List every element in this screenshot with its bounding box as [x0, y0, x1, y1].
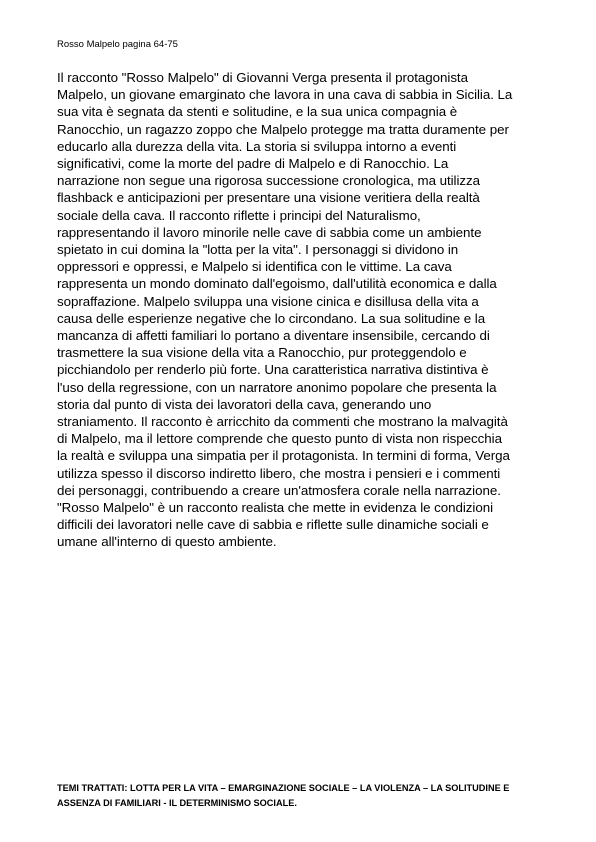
paragraph-line: l'uso della regressione, con un narratore anonimo popolare che presenta la	[57, 379, 497, 395]
paragraph-line: picchiandolo per renderlo più forte. Una caratteristica narrativa distintiva è	[57, 362, 489, 378]
themes-footer	[57, 781, 547, 810]
paragraph-line: mancanza di affetti familiari lo portano a diventare insensibile, cercando di	[57, 328, 490, 344]
paragraph-line: sopraffazione. Malpelo sviluppa una visione cinica e disillusa della vita a	[57, 293, 479, 309]
paragraph-line: oppressori e oppressi, e Malpelo si identifica con le vittime. La cava	[57, 259, 452, 275]
paragraph-line: trasmettere la sua visione della vita a Ranocchio, pur proteggendolo e	[57, 345, 467, 361]
paragraph-line: Ranocchio, un ragazzo zoppo che Malpelo protegge ma tratta duramente per	[57, 121, 509, 137]
paragraph-line: rappresentando il lavoro minorile nelle cave di sabbia come un ambiente	[57, 224, 482, 240]
paragraph-line: storia dal punto di vista dei lavoratori della cava, generando uno	[57, 396, 432, 412]
footer-line: ASSENZA DI FAMILIARI - IL DETERMINISMO SOCIALE.	[57, 797, 297, 808]
paragraph-line: sua vita è segnata da stenti e solitudine, e la sua unica compagnia è	[57, 104, 458, 120]
paragraph-line: straniamento. Il racconto è arricchito da commenti che mostrano la malvagità	[57, 414, 508, 430]
paragraph-line: Il racconto "Rosso Malpelo" di Giovanni Verga presenta il protagonista	[57, 70, 468, 85]
paragraph-line: sociale della cava. Il racconto riflette i principi del Naturalismo,	[57, 207, 421, 223]
paragraph-line: narrazione non segue una rigorosa successione cronologica, ma utilizza	[57, 173, 481, 189]
paragraph-line: difficili dei lavoratori nelle cave di sabbia e riflette sulle dinamiche sociali e	[57, 517, 489, 533]
paragraph-line: spietato in cui domina la "lotta per la vita". I personaggi si dividono in	[57, 242, 459, 258]
paragraph-line: Malpelo, un giovane emarginato che lavora in una cava di sabbia in Sicilia. La	[57, 87, 513, 103]
paragraph-line: educarlo alla durezza della vita. La storia si sviluppa intorno a eventi	[57, 138, 457, 154]
paragraph-line: flashback e anticipazioni per presentare una visione veritiera della realtà	[57, 190, 480, 206]
page-header: Rosso Malpelo pagina 64-75	[57, 39, 178, 50]
paragraph-line: rappresenta un mondo dominato dall'egoismo, dall'utilità economica e dalla	[57, 276, 497, 292]
paragraph-line: utilizza spesso il discorso indiretto libero, che mostra i pensieri e i commenti	[57, 465, 501, 481]
paragraph-line: dei personaggi, contribuendo a creare un'atmosfera corale nella narrazione.	[57, 482, 501, 498]
paragraph-line: "Rosso Malpelo" è un racconto realista che mette in evidenza le condizioni	[57, 500, 493, 516]
footer-line: TEMI TRATTATI: LOTTA PER LA VITA – EMARGINAZIONE SOCIALE – LA VIOLENZA – LA SOLITUDINE E	[57, 783, 510, 793]
paragraph-line: significativi, come la morte del padre di Malpelo e di Ranocchio. La	[57, 156, 449, 172]
paragraph-line: umane all'interno di questo ambiente.	[57, 534, 277, 550]
body-paragraph	[57, 69, 547, 551]
paragraph-line: la realtà e sviluppa una simpatia per il protagonista. In termini di forma, Verga	[57, 448, 510, 464]
paragraph-line: di Malpelo, ma il lettore comprende che questo punto di vista non rispecchia	[57, 431, 502, 447]
paragraph-line: causa delle esperienze negative che lo circondano. La sua solitudine e la	[57, 310, 486, 326]
